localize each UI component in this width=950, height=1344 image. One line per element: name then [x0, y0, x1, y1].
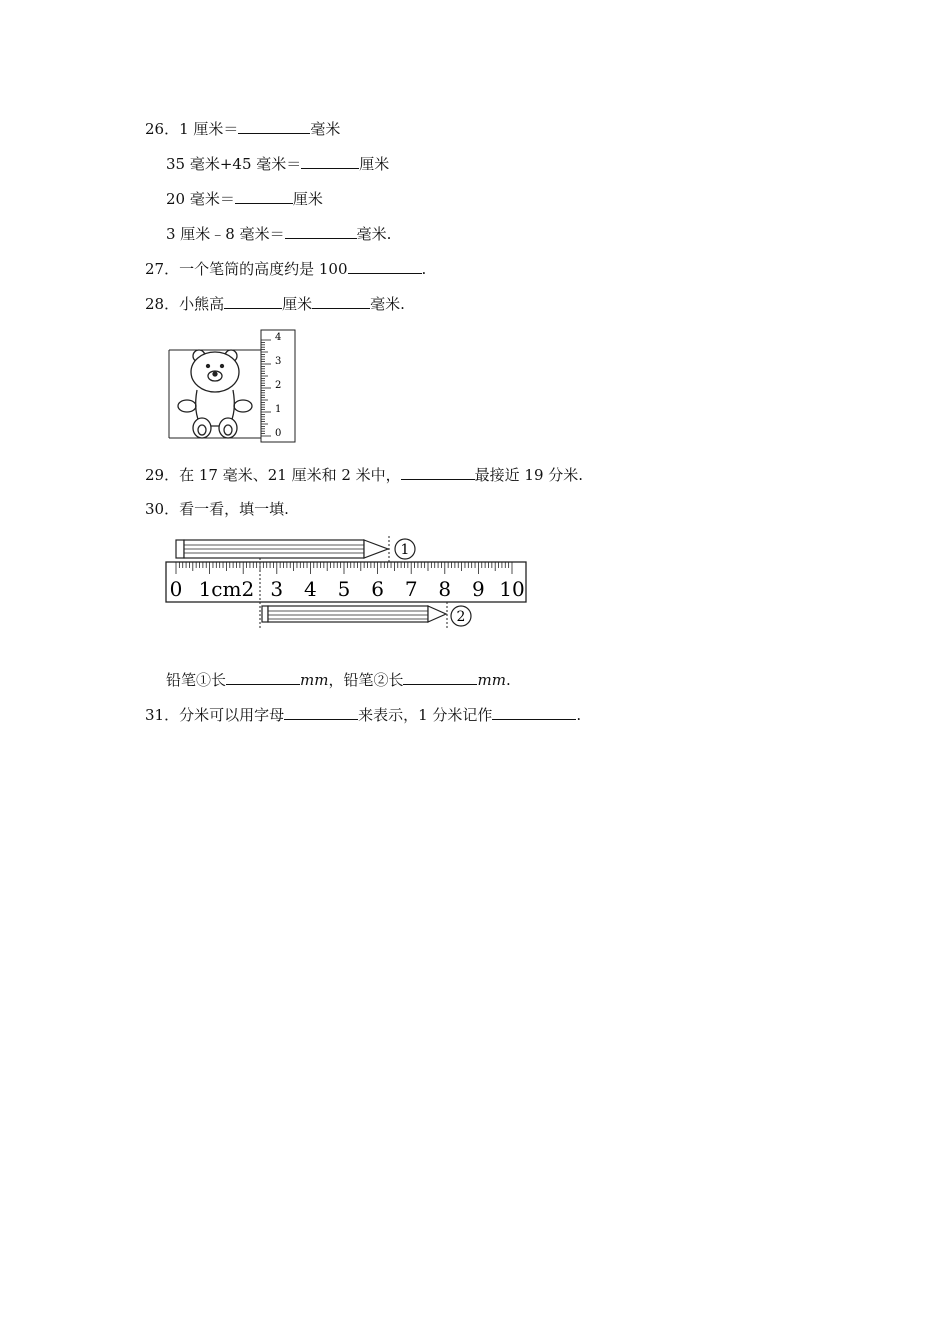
text: .: [576, 706, 582, 724]
text: 看一看，填一填.: [179, 500, 289, 518]
text: 毫米.: [370, 295, 405, 313]
text: 3 厘米﹣8 毫米＝: [166, 225, 285, 243]
unit-text: mm: [477, 671, 506, 689]
ruler-label: 8: [438, 577, 452, 601]
q28-line: [145, 293, 405, 314]
q26-line3: [166, 188, 323, 209]
answer-blank[interactable]: [312, 293, 370, 309]
answer-blank[interactable]: [301, 153, 359, 169]
text: 来表示，1 分米记作: [358, 706, 493, 724]
ruler-label: 2: [275, 380, 282, 391]
text: 35 毫米+45 毫米＝: [166, 155, 302, 173]
question-number: 30．: [145, 500, 180, 518]
answer-blank[interactable]: [285, 223, 357, 239]
ruler-label: 3: [270, 577, 284, 601]
ruler-label: 0: [275, 428, 282, 439]
pencil-2-number: 2: [456, 609, 466, 625]
q26-line2: [166, 153, 389, 174]
question-number: 26．: [145, 120, 180, 138]
answer-blank[interactable]: [403, 669, 477, 685]
text: 毫米: [310, 120, 341, 138]
text: 厘米: [282, 295, 313, 313]
question-number: 27．: [145, 260, 180, 278]
ruler-label: 4: [304, 577, 317, 601]
text: 在 17 毫米、21 厘米和 2 米中，: [179, 466, 401, 484]
text: ，铅笔②长: [328, 671, 404, 689]
question-number: 28．: [145, 295, 180, 313]
text: .: [421, 260, 427, 278]
bear-figure: [165, 326, 305, 446]
ruler-label: 9: [472, 577, 485, 601]
answer-blank[interactable]: [224, 293, 282, 309]
pencil-1-number: 1: [400, 542, 410, 558]
question-number: 31．: [145, 706, 180, 724]
text: .: [505, 671, 511, 689]
text: 一个笔筒的高度约是 100: [179, 260, 348, 278]
answer-blank[interactable]: [401, 464, 475, 480]
text: 厘米: [292, 190, 323, 208]
vertical-ruler: [261, 330, 295, 442]
q26-line4: [166, 223, 391, 244]
ruler-label: 4: [275, 332, 282, 343]
q26-line1: [145, 118, 340, 139]
text: 最接近 19 分米.: [474, 466, 584, 484]
q27-line: [145, 258, 426, 279]
q29-line: [145, 464, 583, 485]
ruler-label: 0: [169, 577, 183, 601]
q31-line: [145, 704, 581, 725]
ruler-label: 10: [499, 577, 525, 601]
answer-blank[interactable]: [492, 704, 576, 720]
text: 小熊高: [179, 295, 225, 313]
text: 毫米.: [356, 225, 392, 243]
answer-blank[interactable]: [235, 188, 293, 204]
pencil-ruler-figure: [164, 532, 534, 632]
text: 厘米: [359, 155, 390, 173]
question-number: 29．: [145, 466, 180, 484]
pencil-1: [176, 540, 388, 558]
horizontal-ruler: [166, 562, 526, 602]
ruler-label: 5: [337, 577, 351, 601]
answer-blank[interactable]: [238, 118, 310, 134]
ruler-label: 1cm2: [198, 577, 255, 601]
ruler-label: 1: [275, 404, 282, 415]
ruler-label: 7: [404, 577, 418, 601]
q30-line: [145, 499, 289, 519]
q30-fill-line: [166, 669, 511, 690]
ruler-label: 3: [275, 356, 282, 367]
answer-blank[interactable]: [284, 704, 358, 720]
answer-blank[interactable]: [226, 669, 300, 685]
unit-text: mm: [300, 671, 329, 689]
text: 20 毫米＝: [166, 190, 235, 208]
ruler-label: 6: [371, 577, 384, 601]
pencil-2: [262, 606, 446, 622]
text: 1 厘米＝: [179, 120, 239, 138]
text: 铅笔①长: [166, 671, 227, 689]
answer-blank[interactable]: [348, 258, 422, 274]
text: 分米可以用字母: [179, 706, 285, 724]
bear-icon: [178, 350, 252, 438]
